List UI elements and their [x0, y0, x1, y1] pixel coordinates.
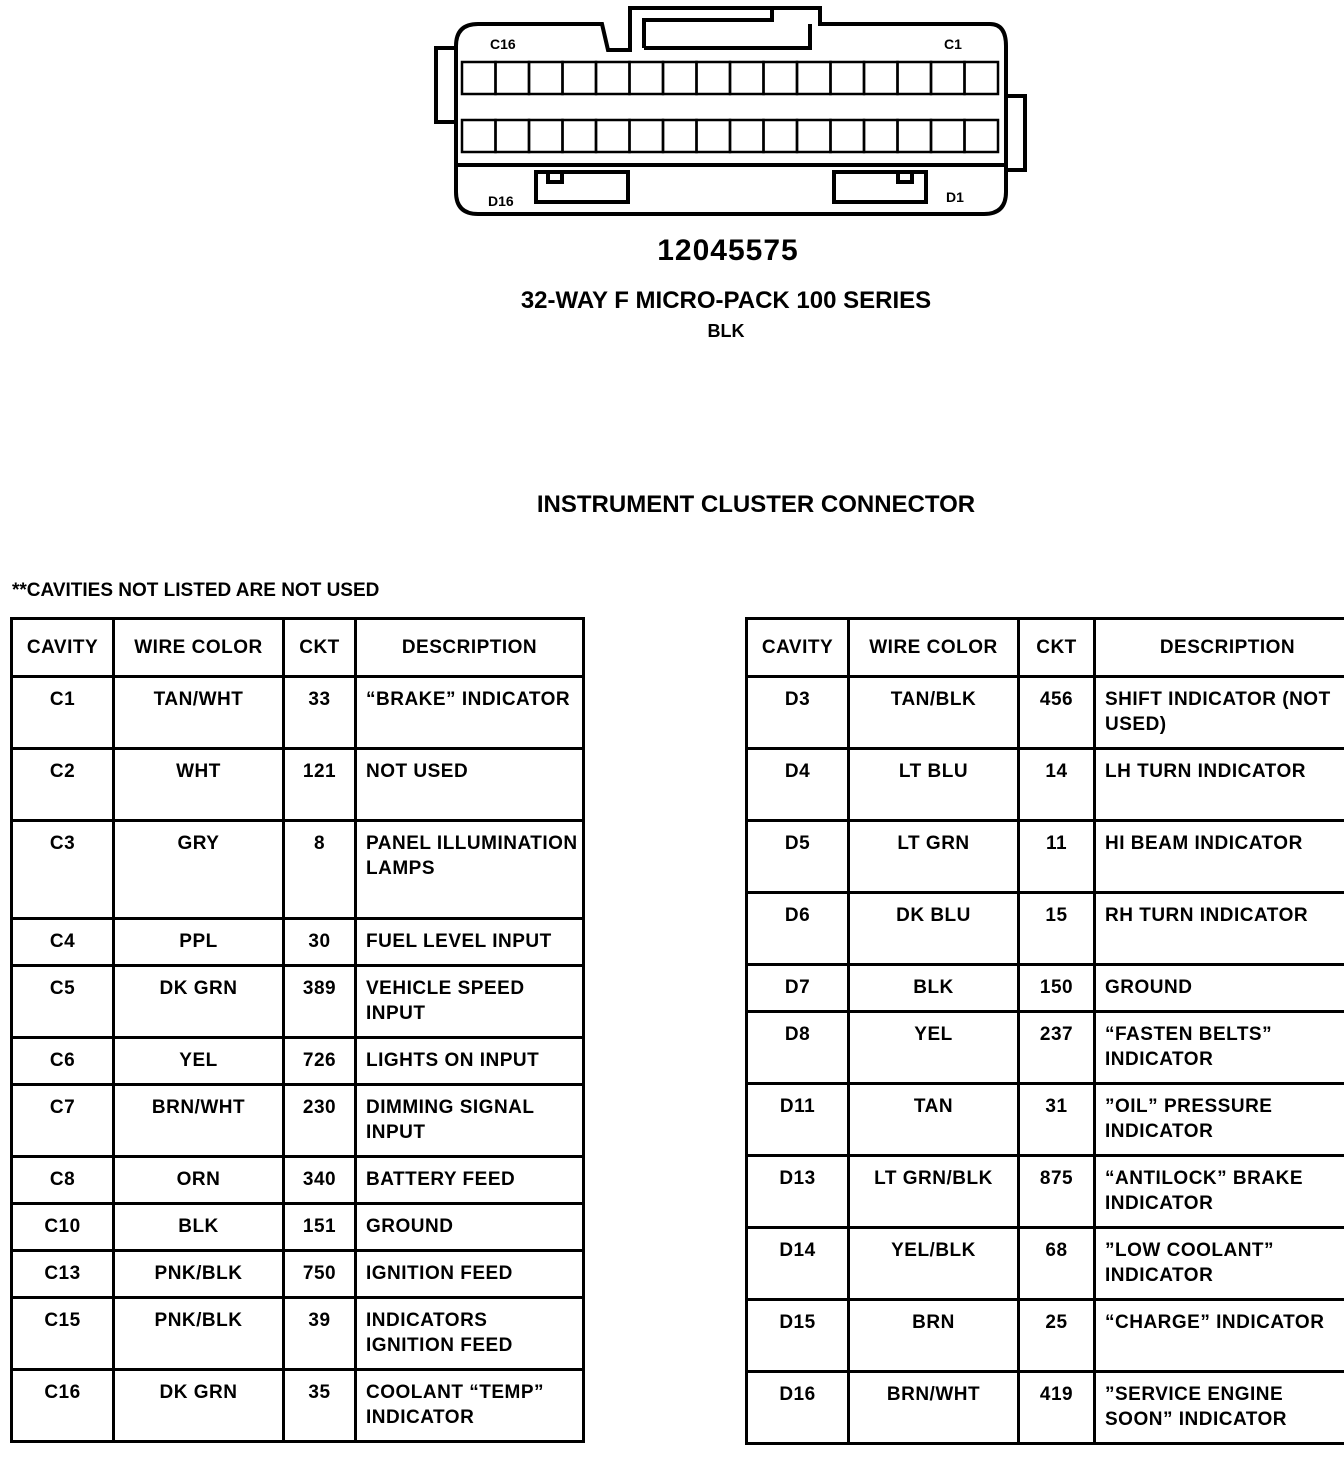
connector-cavity — [764, 120, 798, 152]
cell-wire-color: BLK — [849, 965, 1019, 1012]
cell-description: “FASTEN BELTS” INDICATOR — [1095, 1012, 1344, 1084]
cell-wire-color: TAN/WHT — [114, 677, 284, 749]
cell-cavity: D6 — [747, 893, 849, 965]
cell-description: ”OIL” PRESSURE INDICATOR — [1095, 1084, 1344, 1156]
connector-cavity — [730, 62, 764, 94]
cell-wire-color: ORN — [114, 1157, 284, 1204]
connector-cavity — [965, 62, 999, 94]
part-number: 12045575 — [657, 234, 799, 267]
cell-description: “CHARGE” INDICATOR — [1095, 1300, 1344, 1372]
connector-cavity — [831, 62, 865, 94]
cell-cavity: D11 — [747, 1084, 849, 1156]
connector-cavity — [462, 62, 496, 94]
cell-ckt: 230 — [284, 1085, 356, 1157]
connector-cavity — [663, 120, 697, 152]
cell-description: LH TURN INDICATOR — [1095, 749, 1344, 821]
cell-cavity: C6 — [12, 1038, 114, 1085]
unused-cavities-note: **CAVITIES NOT LISTED ARE NOT USED — [12, 580, 380, 601]
cell-description: RH TURN INDICATOR — [1095, 893, 1344, 965]
table-row — [747, 1084, 1344, 1156]
connector-cavity — [563, 120, 597, 152]
connector-diagram — [0, 0, 1344, 230]
table-row — [747, 965, 1344, 1012]
label-c16: C16 — [490, 36, 516, 52]
cell-ckt: 25 — [1019, 1300, 1095, 1372]
cell-cavity: D15 — [747, 1300, 849, 1372]
cell-ckt: 33 — [284, 677, 356, 749]
cell-description: GROUND — [356, 1204, 584, 1251]
header-description: DESCRIPTION — [1095, 619, 1344, 677]
connector-key-right — [834, 172, 926, 202]
cell-ckt: 875 — [1019, 1156, 1095, 1228]
table-row — [747, 893, 1344, 965]
cell-cavity: C16 — [12, 1370, 114, 1442]
cell-ckt: 15 — [1019, 893, 1095, 965]
table-row — [747, 1156, 1344, 1228]
table-row — [12, 1085, 584, 1157]
table-row — [747, 1012, 1344, 1084]
cell-cavity: C1 — [12, 677, 114, 749]
connector-cavity — [730, 120, 764, 152]
cell-cavity: D16 — [747, 1372, 849, 1444]
cavity-grid — [462, 62, 998, 152]
part-color: BLK — [707, 321, 745, 341]
header-ckt: CKT — [1019, 619, 1095, 677]
cell-wire-color: LT GRN/BLK — [849, 1156, 1019, 1228]
cell-cavity: C10 — [12, 1204, 114, 1251]
connector-cavity — [630, 120, 664, 152]
section-title: INSTRUMENT CLUSTER CONNECTOR — [536, 491, 976, 518]
connector-left-tab — [436, 48, 456, 122]
cell-ckt: 726 — [284, 1038, 356, 1085]
cell-ckt: 35 — [284, 1370, 356, 1442]
cell-cavity: C2 — [12, 749, 114, 821]
cell-ckt: 11 — [1019, 821, 1095, 893]
connector-cavity — [797, 120, 831, 152]
table-row — [12, 749, 584, 821]
cell-wire-color: TAN — [849, 1084, 1019, 1156]
cell-ckt: 456 — [1019, 677, 1095, 749]
cell-description: NOT USED — [356, 749, 584, 821]
cell-ckt: 237 — [1019, 1012, 1095, 1084]
cell-wire-color: GRY — [114, 821, 284, 919]
table-row — [747, 1372, 1344, 1444]
connector-cavity — [697, 120, 731, 152]
cell-ckt: 419 — [1019, 1372, 1095, 1444]
cell-wire-color: PNK/BLK — [114, 1298, 284, 1370]
cell-wire-color: DK GRN — [114, 966, 284, 1038]
header-description: DESCRIPTION — [356, 619, 584, 677]
table-row — [747, 1228, 1344, 1300]
cell-description: INDICATORS IGNITION FEED — [356, 1298, 584, 1370]
table-header-row — [747, 619, 1344, 677]
table-row — [12, 821, 584, 919]
connector-cavity — [831, 120, 865, 152]
connector-cavity — [529, 120, 563, 152]
cell-ckt: 150 — [1019, 965, 1095, 1012]
connector-cavity — [965, 120, 999, 152]
cell-wire-color: TAN/BLK — [849, 677, 1019, 749]
connector-right-tab — [1006, 96, 1025, 170]
cell-wire-color: PPL — [114, 919, 284, 966]
cell-cavity: C8 — [12, 1157, 114, 1204]
table-row — [12, 677, 584, 749]
connector-cavity — [563, 62, 597, 94]
cell-description: HI BEAM INDICATOR — [1095, 821, 1344, 893]
cell-cavity: C3 — [12, 821, 114, 919]
header-ckt: CKT — [284, 619, 356, 677]
cell-description: BATTERY FEED — [356, 1157, 584, 1204]
table-row — [12, 919, 584, 966]
cell-wire-color: WHT — [114, 749, 284, 821]
connector-cavity — [596, 120, 630, 152]
connector-latch — [644, 8, 810, 48]
pinout-table-left — [10, 617, 585, 1443]
table-row — [12, 966, 584, 1038]
table-row — [12, 1157, 584, 1204]
cell-wire-color: YEL — [849, 1012, 1019, 1084]
cell-wire-color: BRN — [849, 1300, 1019, 1372]
cell-ckt: 30 — [284, 919, 356, 966]
cell-description: SHIFT INDICATOR (NOT USED) — [1095, 677, 1344, 749]
table-row — [12, 1038, 584, 1085]
label-d16: D16 — [488, 193, 514, 209]
cell-description: “BRAKE” INDICATOR — [356, 677, 584, 749]
cell-cavity: C15 — [12, 1298, 114, 1370]
cell-ckt: 750 — [284, 1251, 356, 1298]
connector-cavity — [797, 62, 831, 94]
table-row — [12, 1298, 584, 1370]
cell-description: ”LOW COOLANT” INDICATOR — [1095, 1228, 1344, 1300]
connector-cavity — [529, 62, 563, 94]
cell-ckt: 340 — [284, 1157, 356, 1204]
table-row — [12, 1204, 584, 1251]
connector-cavity — [898, 120, 932, 152]
connector-cavity — [630, 62, 664, 94]
cell-cavity: D8 — [747, 1012, 849, 1084]
cell-wire-color: LT BLU — [849, 749, 1019, 821]
cell-ckt: 14 — [1019, 749, 1095, 821]
cell-cavity: D3 — [747, 677, 849, 749]
cell-description: IGNITION FEED — [356, 1251, 584, 1298]
cell-wire-color: YEL/BLK — [849, 1228, 1019, 1300]
label-d1: D1 — [946, 189, 964, 205]
cell-description: FUEL LEVEL INPUT — [356, 919, 584, 966]
cell-description: LIGHTS ON INPUT — [356, 1038, 584, 1085]
table-row — [12, 1370, 584, 1442]
cell-wire-color: PNK/BLK — [114, 1251, 284, 1298]
cell-wire-color: DK BLU — [849, 893, 1019, 965]
cell-cavity: D14 — [747, 1228, 849, 1300]
table-header-row — [12, 619, 584, 677]
table-row — [747, 821, 1344, 893]
cell-cavity: C13 — [12, 1251, 114, 1298]
cell-cavity: D4 — [747, 749, 849, 821]
cell-ckt: 389 — [284, 966, 356, 1038]
cell-ckt: 8 — [284, 821, 356, 919]
cell-description: ”SERVICE ENGINE SOON” INDICATOR — [1095, 1372, 1344, 1444]
connector-cavity — [931, 62, 965, 94]
connector-cavity — [462, 120, 496, 152]
cell-cavity: C5 — [12, 966, 114, 1038]
connector-cavity — [496, 62, 530, 94]
connector-cavity — [764, 62, 798, 94]
header-cavity: CAVITY — [747, 619, 849, 677]
connector-cavity — [864, 62, 898, 94]
connector-cavity — [663, 62, 697, 94]
cell-cavity: D5 — [747, 821, 849, 893]
cell-description: “ANTILOCK” BRAKE INDICATOR — [1095, 1156, 1344, 1228]
cell-cavity: D13 — [747, 1156, 849, 1228]
connector-cavity — [931, 120, 965, 152]
pinout-table-right — [745, 617, 1344, 1445]
connector-housing-outline — [456, 8, 1006, 214]
cell-description: GROUND — [1095, 965, 1344, 1012]
table-row — [747, 749, 1344, 821]
connector-cavity — [596, 62, 630, 94]
cell-description: DIMMING SIGNAL INPUT — [356, 1085, 584, 1157]
connector-cavity — [697, 62, 731, 94]
cell-ckt: 121 — [284, 749, 356, 821]
header-wire-color: WIRE COLOR — [849, 619, 1019, 677]
table-row — [12, 1251, 584, 1298]
cell-wire-color: BRN/WHT — [114, 1085, 284, 1157]
cell-wire-color: DK GRN — [114, 1370, 284, 1442]
cell-wire-color: BLK — [114, 1204, 284, 1251]
cell-wire-color: LT GRN — [849, 821, 1019, 893]
cell-cavity: C7 — [12, 1085, 114, 1157]
part-description: 32-WAY F MICRO-PACK 100 SERIES — [520, 287, 932, 314]
connector-key-left — [536, 172, 628, 202]
cell-ckt: 68 — [1019, 1228, 1095, 1300]
header-wire-color: WIRE COLOR — [114, 619, 284, 677]
connector-cavity — [496, 120, 530, 152]
cell-wire-color: YEL — [114, 1038, 284, 1085]
header-cavity: CAVITY — [12, 619, 114, 677]
cell-ckt: 151 — [284, 1204, 356, 1251]
cell-description: COOLANT “TEMP” INDICATOR — [356, 1370, 584, 1442]
connector-cavity — [898, 62, 932, 94]
cell-cavity: C4 — [12, 919, 114, 966]
connector-cavity — [864, 120, 898, 152]
table-row — [747, 677, 1344, 749]
cell-description: VEHICLE SPEED INPUT — [356, 966, 584, 1038]
cell-wire-color: BRN/WHT — [849, 1372, 1019, 1444]
cell-ckt: 39 — [284, 1298, 356, 1370]
cell-ckt: 31 — [1019, 1084, 1095, 1156]
table-row — [747, 1300, 1344, 1372]
cell-description: PANEL ILLUMINATION LAMPS — [356, 821, 584, 919]
cell-cavity: D7 — [747, 965, 849, 1012]
label-c1: C1 — [944, 36, 962, 52]
